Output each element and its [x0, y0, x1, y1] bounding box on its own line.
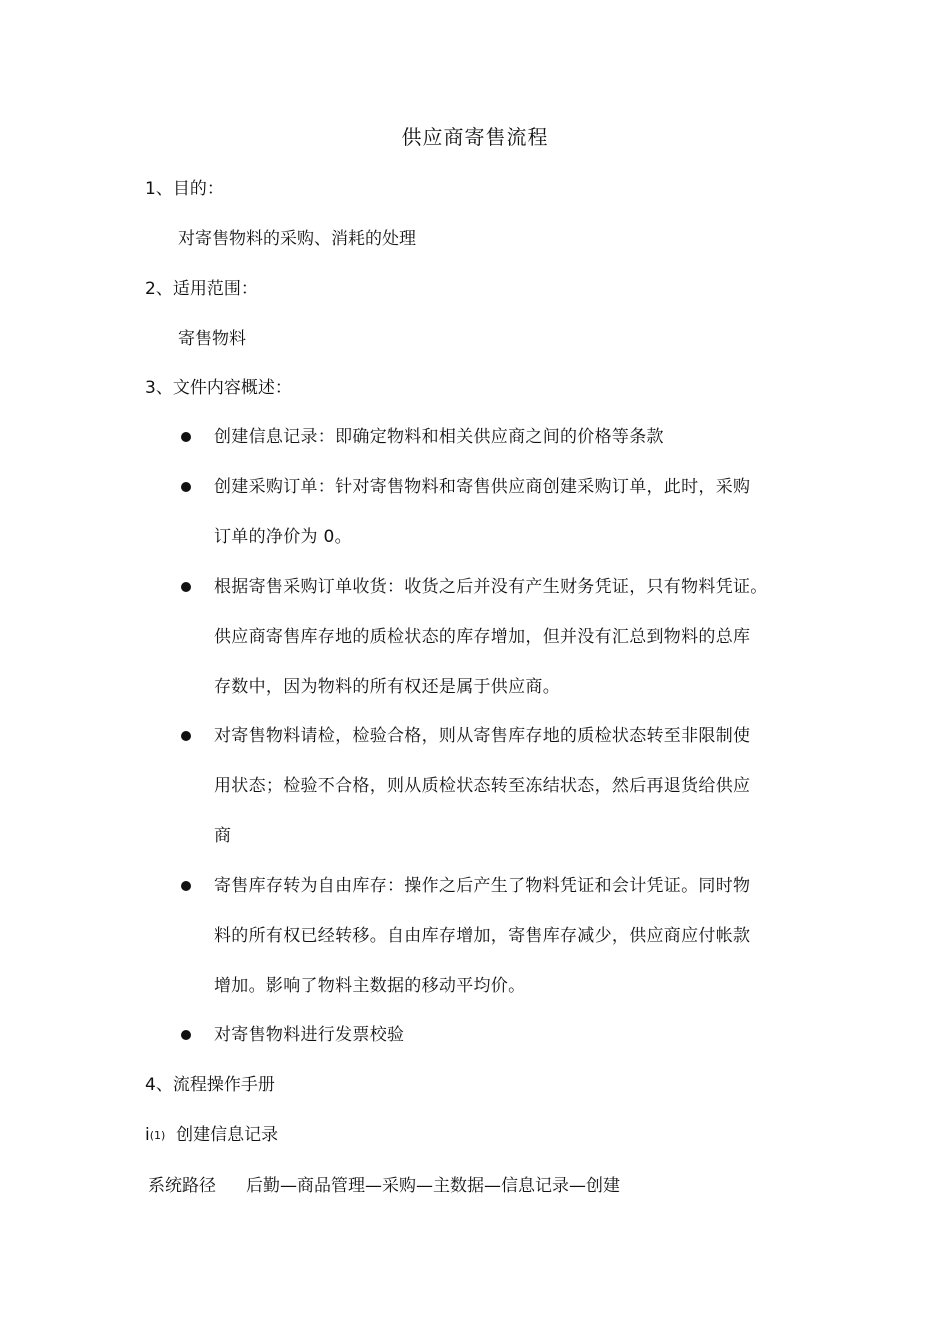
step-1-heading [145, 1123, 278, 1148]
bullet-5-line-3: 增加。影响了物料主数据的移动平均价。 [214, 976, 526, 996]
section-heading-manual: 4、流程操作手册 [145, 1075, 275, 1095]
section-heading-purpose: 1、目的： [145, 179, 224, 199]
system-path-label: 系统路径 [148, 1176, 216, 1196]
bullet-3-line-1: 根据寄售采购订单收货：收货之后并没有产生财务凭证，只有物料凭证。 [214, 577, 768, 597]
bullet-dot [181, 482, 191, 492]
bullet-4-line-1: 对寄售物料请检，检验合格，则从寄售库存地的质检状态转至非限制使 [214, 726, 751, 746]
step-1-label: 创建信息记录 [176, 1125, 279, 1145]
section-heading-scope: 2、适用范围： [145, 279, 258, 299]
bullet-5-line-2: 料的所有权已经转移。自由库存增加，寄售库存减少，供应商应付帐款 [214, 926, 751, 946]
bullet-dot [181, 582, 191, 592]
bullet-dot [181, 881, 191, 891]
system-path-value: 后勤—商品管理—采购—主数据—信息记录—创建 [246, 1176, 620, 1196]
step-1-prefix: i [145, 1125, 150, 1145]
document-title: 供应商寄售流程 [401, 125, 549, 149]
section-heading-overview: 3、文件内容概述： [145, 378, 292, 398]
bullet-2-line-1: 创建采购订单：针对寄售物料和寄售供应商创建采购订单，此时，采购 [214, 477, 751, 497]
bullet-2-line-2: 订单的净价为 0。 [214, 527, 352, 547]
bullet-6-line-1: 对寄售物料进行发票校验 [214, 1025, 405, 1045]
bullet-3-line-2: 供应商寄售库存地的质检状态的库存增加，但并没有汇总到物料的总库 [214, 627, 751, 647]
step-1-number: (1) [149, 1129, 166, 1142]
bullet-dot [181, 1030, 191, 1040]
bullet-dot [181, 731, 191, 741]
bullet-3-line-3: 存数中，因为物料的所有权还是属于供应商。 [214, 677, 560, 697]
bullet-5-line-1: 寄售库存转为自由库存：操作之后产生了物料凭证和会计凭证。同时物 [214, 876, 751, 896]
bullet-dot [181, 432, 191, 442]
bullet-4-line-3: 商 [214, 826, 232, 846]
section-body-scope: 寄售物料 [178, 329, 246, 349]
bullet-4-line-2: 用状态；检验不合格，则从质检状态转至冻结状态，然后再退货给供应 [214, 776, 751, 796]
bullet-1-line-1: 创建信息记录：即确定物料和相关供应商之间的价格等条款 [214, 427, 664, 447]
section-body-purpose: 对寄售物料的采购、消耗的处理 [178, 229, 416, 249]
